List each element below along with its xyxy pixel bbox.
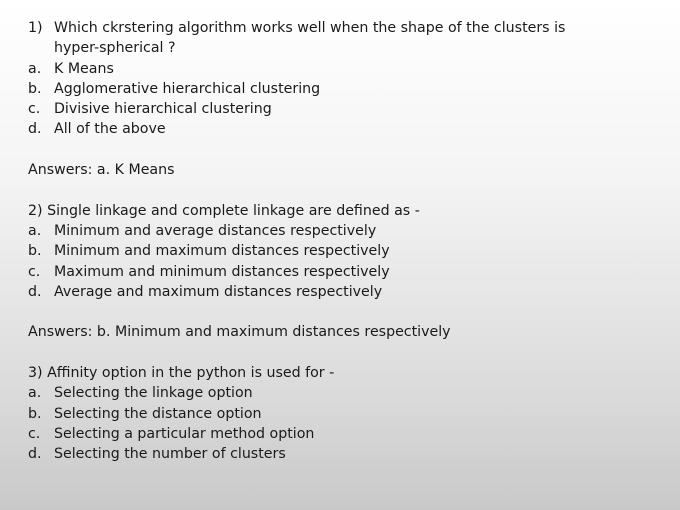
option-marker: b. xyxy=(28,405,42,422)
option-marker: c. xyxy=(28,425,41,442)
option-marker: c. xyxy=(28,101,41,118)
option-marker: d. xyxy=(28,283,42,300)
option-text: Minimum and maximum distances respectively xyxy=(54,243,390,260)
option-marker: b. xyxy=(28,80,42,97)
spacer xyxy=(28,343,660,363)
option-marker: d. xyxy=(28,121,42,138)
question-text: 2) Single linkage and complete linkage are defined as - xyxy=(28,202,420,219)
question-number: 1) xyxy=(28,20,43,36)
option-marker: d. xyxy=(28,446,42,463)
option-marker: a. xyxy=(28,385,42,402)
option-text: Agglomerative hierarchical clustering xyxy=(54,80,321,97)
spacer xyxy=(28,140,660,160)
option-b xyxy=(28,79,660,99)
option-a xyxy=(28,383,660,403)
option-c xyxy=(28,99,660,119)
option-c xyxy=(28,424,660,444)
question-text: 3) Affinity option in the python is used for - xyxy=(28,365,335,382)
answer-text: Answers: b. Minimum and maximum distances respectively xyxy=(28,324,451,341)
option-text: Selecting the number of clusters xyxy=(54,446,286,463)
option-d xyxy=(28,119,660,139)
option-b xyxy=(28,241,660,261)
option-a xyxy=(28,221,660,241)
question-1 xyxy=(28,18,660,201)
option-text: All of the above xyxy=(54,121,166,138)
option-marker: a. xyxy=(28,222,42,239)
question-3 xyxy=(28,363,660,464)
spacer xyxy=(28,302,660,322)
option-marker: a. xyxy=(28,60,42,77)
answer-text: Answers: a. K Means xyxy=(28,162,175,179)
option-text: Selecting the distance option xyxy=(54,405,262,422)
option-c xyxy=(28,262,660,282)
option-b xyxy=(28,404,660,424)
option-text: Divisive hierarchical clustering xyxy=(54,101,272,118)
option-d xyxy=(28,444,660,464)
option-d xyxy=(28,282,660,302)
question-2 xyxy=(28,201,660,363)
spacer xyxy=(28,180,660,200)
option-text: Maximum and minimum distances respectively xyxy=(54,263,390,280)
option-text: Selecting a particular method option xyxy=(54,425,315,442)
option-marker: c. xyxy=(28,263,41,280)
option-text: Minimum and average distances respectively xyxy=(54,222,377,239)
option-text: Selecting the linkage option xyxy=(54,385,253,402)
option-text: Average and maximum distances respectively xyxy=(54,283,383,300)
option-marker: b. xyxy=(28,243,42,260)
question-text: Which ckrstering algorithm works well when the shape of the clusters is hyper-spherical ? xyxy=(54,20,566,57)
option-a xyxy=(28,59,660,79)
question-stem xyxy=(28,18,660,59)
option-text: K Means xyxy=(54,60,114,77)
